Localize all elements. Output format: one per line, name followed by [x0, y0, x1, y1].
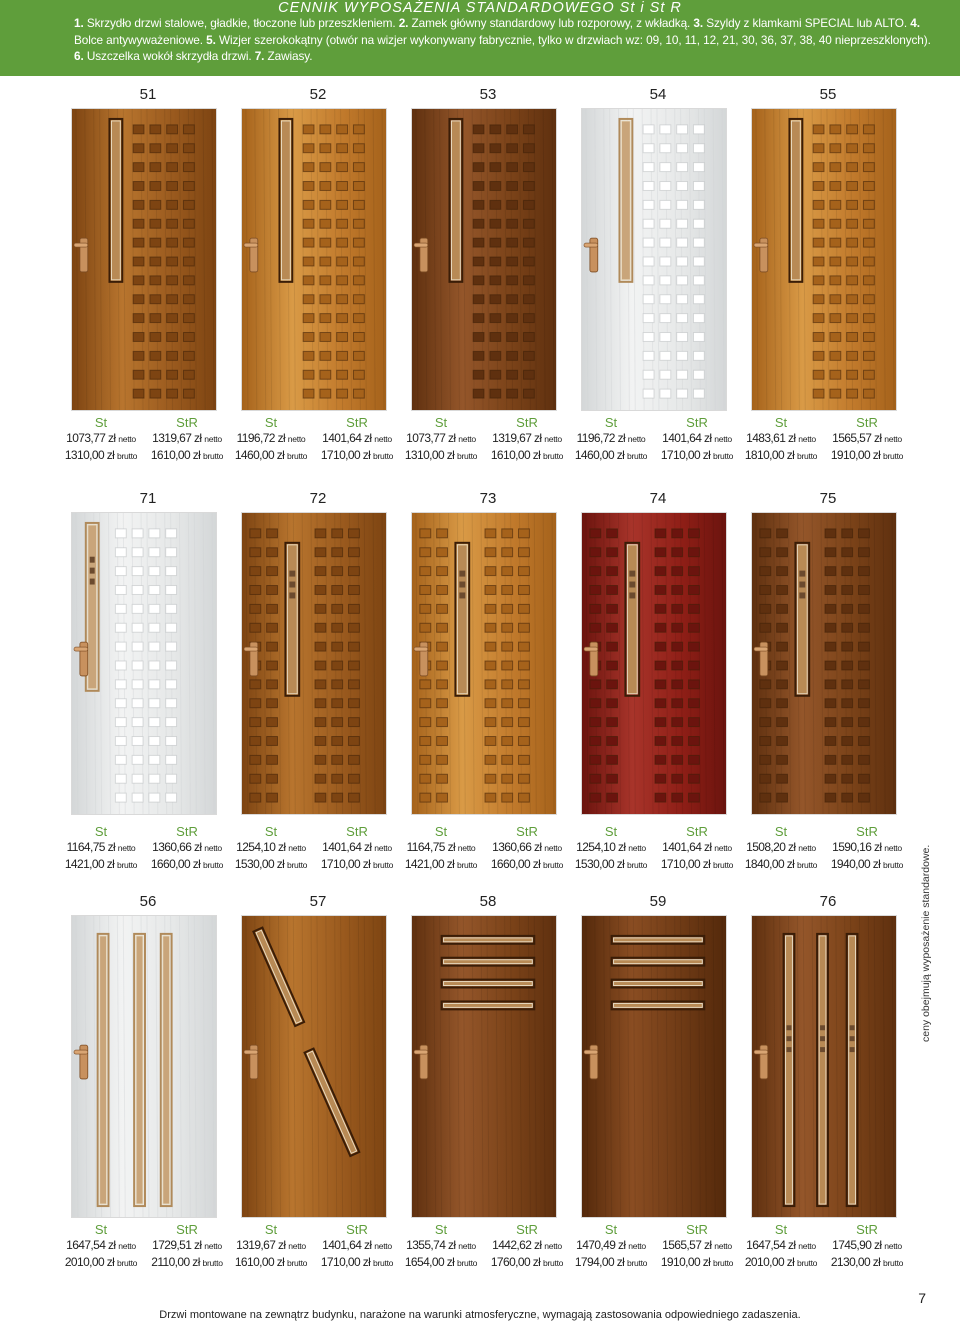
price-str-netto: 1401,64 zł netto [322, 840, 392, 854]
equipment-item-number: 2. [398, 16, 409, 30]
price-st [57, 825, 145, 873]
side-note: ceny obejmują wyposażenie standardowe. [920, 844, 932, 1042]
price-str-brutto: 1710,00 zł brutto [320, 448, 394, 462]
equipment-item-text: Bolce antywyważeniowe. [74, 32, 207, 47]
price-str-label: StR [686, 415, 708, 430]
price-st-brutto: 2010,00 zł brutto [744, 1255, 818, 1269]
door-image [581, 915, 727, 1218]
price-str-brutto: 2130,00 zł brutto [830, 1255, 904, 1269]
price-str [653, 825, 741, 873]
price-str [313, 825, 401, 873]
price-st [57, 416, 145, 464]
door-image [751, 915, 897, 1218]
price-str [653, 1223, 741, 1271]
equipment-item-number: 4. [910, 16, 920, 30]
price-st-label: St [94, 1222, 108, 1237]
price-str [143, 416, 231, 464]
price-str-netto: 1360,66 zł netto [152, 840, 222, 854]
door-image [241, 915, 387, 1218]
equipment-item-text: Zawiasy. [264, 49, 313, 63]
price-str-brutto: 1910,00 zł brutto [830, 448, 904, 462]
equipment-item-number: 5. [206, 32, 216, 47]
equipment-item-text: Wizjer szerokokątny (otwór na wizjer wykonywany fabrycznie, tylko w drzwiach wz: 09, 10, 11, 12, 21, 30, 36, 37, 38, 40 nieprzeszklonych). [215, 32, 931, 47]
equipment-item-text: Zamek główny standardowy lub rozporowy, z wkładką. [408, 16, 694, 30]
price-str-netto: 1319,67 zł netto [152, 431, 222, 445]
price-str-brutto: 2110,00 zł brutto [151, 1255, 223, 1269]
price-str-label: StR [686, 824, 708, 839]
price-st-netto: 1470,49 zł netto [576, 1238, 646, 1252]
price-st-label: St [434, 1222, 448, 1237]
price-st-brutto: 2010,00 zł brutto [64, 1255, 138, 1269]
price-str-netto: 1565,57 zł netto [662, 1238, 732, 1252]
door-model-number: 73 [479, 490, 497, 507]
price-st-label: St [434, 415, 448, 430]
price-st-netto: 1164,75 zł netto [66, 840, 136, 854]
door-image [241, 108, 387, 411]
price-str [483, 1223, 571, 1271]
price-str [823, 825, 911, 873]
door-model-number: 76 [819, 893, 837, 910]
price-st-brutto: 1460,00 zł brutto [574, 448, 648, 462]
door-model-number: 74 [649, 490, 667, 507]
door-model-number: 71 [139, 490, 157, 507]
price-st-label: St [94, 415, 108, 430]
door-model-number: 55 [819, 86, 837, 103]
price-str [823, 1223, 911, 1271]
price-str-label: StR [176, 824, 198, 839]
price-st-label: St [774, 824, 788, 839]
price-st [227, 416, 315, 464]
door-image [751, 512, 897, 815]
price-str-brutto: 1660,00 zł brutto [150, 857, 224, 871]
price-str-label: StR [516, 824, 538, 839]
price-str-brutto: 1710,00 zł brutto [320, 857, 394, 871]
price-st-netto: 1647,54 zł netto [66, 1238, 136, 1252]
price-st-brutto: 1654,00 zł brutto [404, 1255, 478, 1269]
price-st [57, 1223, 145, 1271]
footer-note: Drzwi montowane na zewnątrz budynku, narażone na warunki atmosferyczne, wymagają zastosowania odpowiedniego zadaszenia. [159, 1309, 801, 1321]
door-model-number: 57 [309, 893, 327, 910]
price-st-brutto: 1460,00 zł brutto [234, 448, 308, 462]
price-str-brutto: 1710,00 zł brutto [320, 1255, 394, 1269]
price-st-brutto: 1610,00 zł brutto [234, 1255, 308, 1269]
equipment-item-number: 6. [74, 49, 84, 63]
price-st-netto: 1164,75 zł netto [406, 840, 476, 854]
price-st-netto: 1319,67 zł netto [236, 1238, 306, 1252]
door-model-number: 53 [479, 86, 497, 103]
equipment-item-number: 1. [74, 16, 84, 30]
page-number: 7 [918, 1290, 926, 1306]
price-str [313, 416, 401, 464]
price-str-brutto: 1660,00 zł brutto [490, 857, 564, 871]
door-model-number: 59 [649, 893, 667, 910]
price-st-netto: 1073,77 zł netto [66, 431, 136, 445]
price-st-netto: 1508,20 zł netto [746, 840, 816, 854]
equipment-list [74, 15, 940, 65]
price-str [653, 416, 741, 464]
price-str-label: StR [856, 1222, 878, 1237]
price-st [397, 416, 485, 464]
price-str-label: StR [686, 1222, 708, 1237]
price-str [143, 825, 231, 873]
price-str-brutto: 1610,00 zł brutto [490, 448, 564, 462]
price-str-netto: 1745,90 zł netto [832, 1238, 902, 1252]
equipment-item-text: Szyldy z klamkami SPECIAL lub ALTO. [703, 16, 911, 30]
price-st [737, 825, 825, 873]
price-st-label: St [604, 415, 618, 430]
door-model-number: 72 [309, 490, 327, 507]
price-st-label: St [774, 415, 788, 430]
price-str-brutto: 1910,00 zł brutto [660, 1255, 734, 1269]
price-str [313, 1223, 401, 1271]
price-str-label: StR [856, 824, 878, 839]
door-image [71, 108, 217, 411]
price-str-label: StR [516, 415, 538, 430]
door-image [411, 915, 557, 1218]
price-str-label: StR [176, 415, 198, 430]
door-image [411, 512, 557, 815]
price-str-netto: 1319,67 zł netto [492, 431, 562, 445]
price-st-brutto: 1421,00 zł brutto [64, 857, 138, 871]
price-str-brutto: 1710,00 zł brutto [660, 448, 734, 462]
door-image [241, 512, 387, 815]
price-st [567, 1223, 655, 1271]
page-title: CENNIK WYPOSAŻENIA STANDARDOWEGO St i St R [278, 0, 682, 16]
price-str-netto: 1401,64 zł netto [662, 840, 732, 854]
door-image [581, 512, 727, 815]
door-model-number: 58 [479, 893, 497, 910]
equipment-item-number: 7. [254, 49, 265, 63]
price-st-netto: 1254,10 zł netto [576, 840, 646, 854]
price-str-netto: 1401,64 zł netto [322, 431, 392, 445]
door-model-number: 56 [139, 893, 157, 910]
door-image [751, 108, 897, 411]
door-model-number: 54 [649, 86, 667, 103]
price-st [567, 825, 655, 873]
price-str-brutto: 1710,00 zł brutto [660, 857, 734, 871]
price-st-brutto: 1530,00 zł brutto [574, 857, 648, 871]
price-st [567, 416, 655, 464]
price-str-label: StR [346, 824, 368, 839]
price-st-label: St [604, 1222, 618, 1237]
price-str-netto: 1401,64 zł netto [322, 1238, 392, 1252]
price-st-brutto: 1840,00 zł brutto [744, 857, 818, 871]
header-band [0, 0, 960, 76]
price-st-label: St [774, 1222, 788, 1237]
price-st-netto: 1196,72 zł netto [576, 431, 646, 445]
price-str-netto: 1729,51 zł netto [152, 1238, 222, 1252]
price-str [483, 416, 571, 464]
price-st [227, 1223, 315, 1271]
price-st-brutto: 1421,00 zł brutto [404, 857, 478, 871]
price-st-label: St [604, 824, 618, 839]
price-st-brutto: 1530,00 zł brutto [234, 857, 308, 871]
price-st [737, 1223, 825, 1271]
door-model-number: 52 [309, 86, 327, 103]
equipment-item-number: 3. [693, 16, 704, 30]
price-st-netto: 1196,72 zł netto [236, 431, 306, 445]
door-image [411, 108, 557, 411]
price-st-label: St [264, 415, 278, 430]
price-st-brutto: 1810,00 zł brutto [744, 448, 818, 462]
price-str-brutto: 1760,00 zł brutto [490, 1255, 564, 1269]
price-str-label: StR [346, 415, 368, 430]
price-st-label: St [434, 824, 448, 839]
price-str-netto: 1401,64 zł netto [662, 431, 732, 445]
equipment-item-text: Skrzydło drzwi stalowe, gładkie, tłoczone lub przeszkleniem. [83, 16, 399, 30]
price-str-brutto: 1610,00 zł brutto [150, 448, 224, 462]
door-image [71, 512, 217, 815]
door-image [71, 915, 217, 1218]
price-st-netto: 1483,61 zł netto [746, 431, 816, 445]
door-image [581, 108, 727, 411]
price-st-netto: 1355,74 zł netto [406, 1238, 476, 1252]
door-model-number: 51 [139, 86, 157, 103]
price-st [397, 1223, 485, 1271]
price-str [483, 825, 571, 873]
price-st-brutto: 1310,00 zł brutto [64, 448, 138, 462]
price-str-netto: 1590,16 zł netto [832, 840, 902, 854]
price-st [227, 825, 315, 873]
price-str-brutto: 1940,00 zł brutto [830, 857, 904, 871]
price-st-brutto: 1794,00 zł brutto [574, 1255, 648, 1269]
price-st-label: St [264, 1222, 278, 1237]
price-st [737, 416, 825, 464]
price-str-netto: 1442,62 zł netto [492, 1238, 562, 1252]
price-st-label: St [264, 824, 278, 839]
price-str-netto: 1360,66 zł netto [492, 840, 562, 854]
price-str [823, 416, 911, 464]
door-model-number: 75 [819, 490, 837, 507]
price-str-label: StR [516, 1222, 538, 1237]
equipment-item-text: Uszczelka wokół skrzydła drzwi. [83, 49, 255, 63]
price-st-brutto: 1310,00 zł brutto [404, 448, 478, 462]
price-st-label: St [94, 824, 108, 839]
price-st-netto: 1073,77 zł netto [406, 431, 476, 445]
price-st-netto: 1647,54 zł netto [746, 1238, 816, 1252]
price-st [397, 825, 485, 873]
price-str-netto: 1565,57 zł netto [832, 431, 902, 445]
price-str-label: StR [346, 1222, 368, 1237]
price-st-netto: 1254,10 zł netto [236, 840, 306, 854]
price-str-label: StR [176, 1222, 198, 1237]
price-str [143, 1223, 231, 1271]
price-str-label: StR [856, 415, 878, 430]
